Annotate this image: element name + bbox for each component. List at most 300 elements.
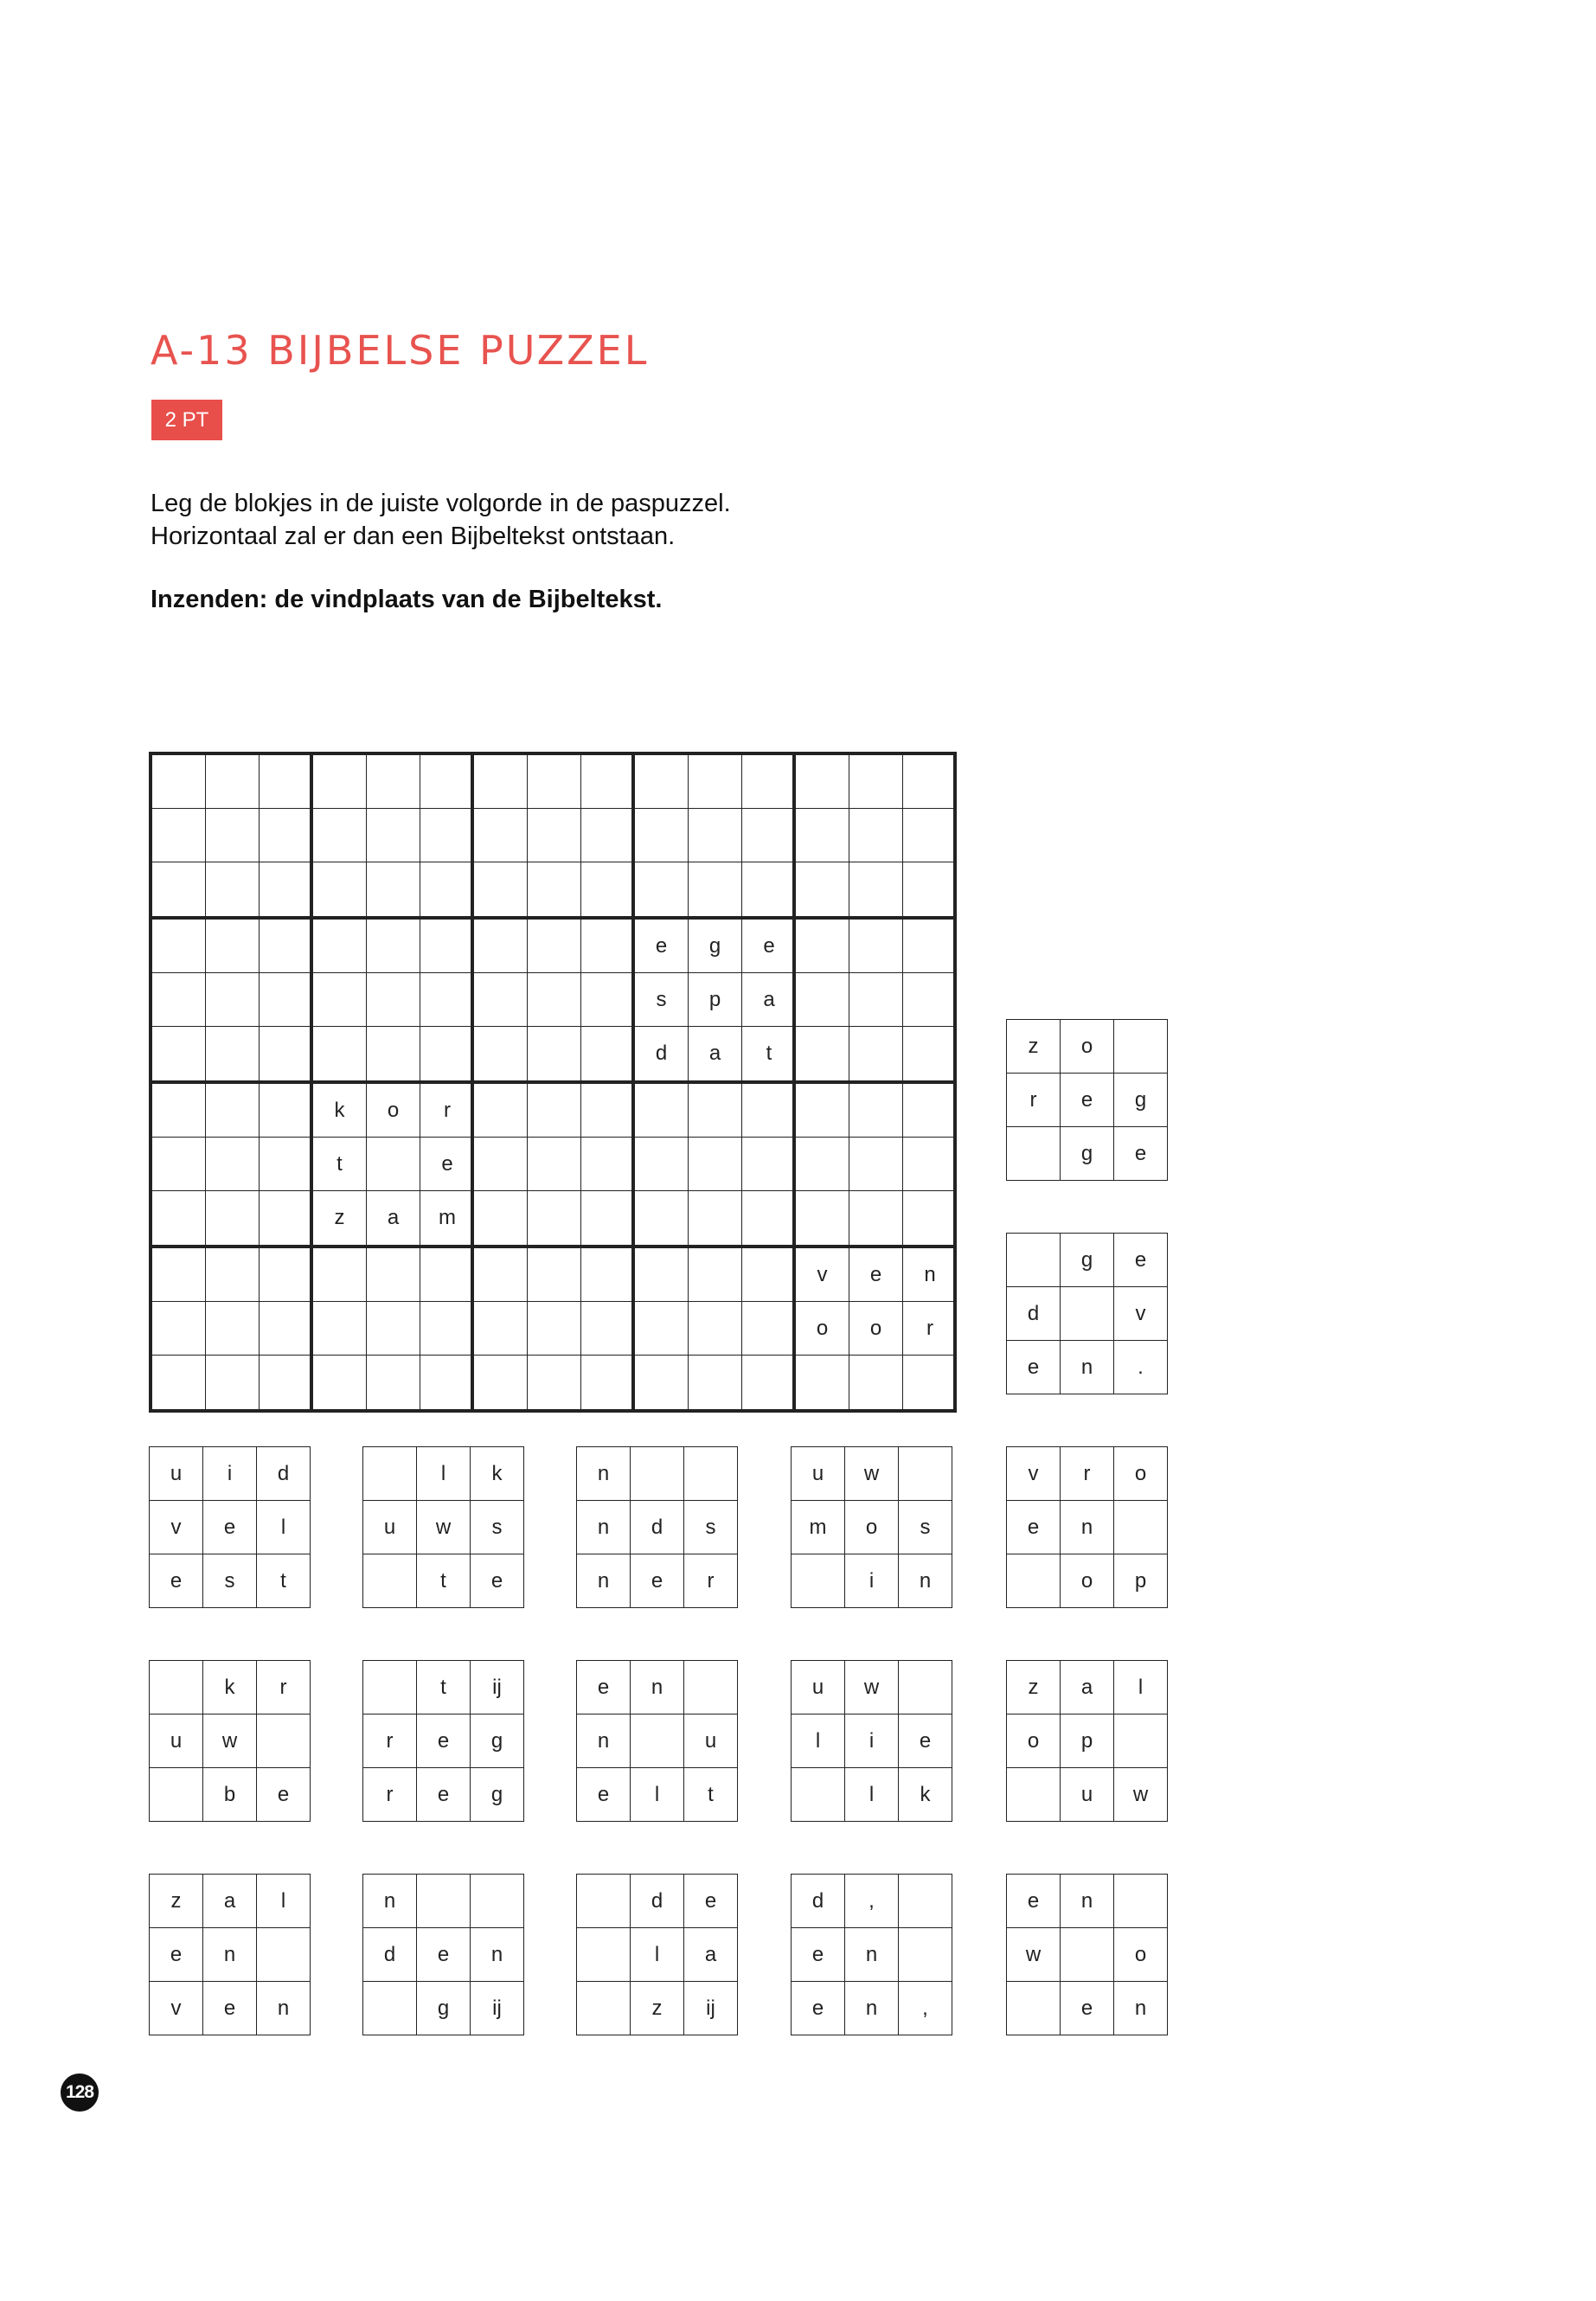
board-cell: t xyxy=(766,1042,772,1065)
piece-cell: l xyxy=(257,1875,311,1928)
board-cell xyxy=(528,1138,581,1191)
piece-cell: r xyxy=(257,1661,311,1715)
board-cell xyxy=(796,755,849,809)
piece-cell xyxy=(631,1715,684,1768)
board-cell xyxy=(420,1302,474,1356)
board-cell: r xyxy=(420,1084,474,1138)
board-cell: v xyxy=(796,1248,849,1302)
piece-cell: ij xyxy=(684,1982,738,2035)
board-block[interactable] xyxy=(796,1248,957,1413)
board-cell xyxy=(206,755,260,809)
board-cell: d xyxy=(635,1027,689,1080)
board-cell xyxy=(742,755,796,809)
board-cell xyxy=(313,1248,367,1302)
board-block[interactable] xyxy=(635,920,796,1084)
board-cell xyxy=(474,1084,528,1138)
puzzle-piece[interactable] xyxy=(149,1446,311,1608)
board-cell xyxy=(528,973,581,1027)
piece-cell: t xyxy=(417,1554,471,1608)
board-block[interactable] xyxy=(152,920,313,1084)
piece-cell: u xyxy=(1061,1768,1114,1822)
board-cell xyxy=(420,809,474,862)
piece-cell: e xyxy=(417,1928,471,1982)
board-cell: p xyxy=(689,973,742,1027)
piece-cell xyxy=(684,1447,738,1501)
board-cell xyxy=(849,973,903,1027)
board-block[interactable] xyxy=(474,1084,635,1248)
piece-cell: z xyxy=(1007,1661,1061,1715)
puzzle-piece[interactable] xyxy=(362,1874,524,2035)
board-cell xyxy=(152,1084,206,1138)
board-cell xyxy=(313,973,367,1027)
board-cell xyxy=(420,920,474,973)
piece-cell: k xyxy=(471,1447,524,1501)
board-cell xyxy=(152,1027,206,1080)
board-cell xyxy=(581,1248,635,1302)
board-cell xyxy=(581,1302,635,1356)
board-cell: e xyxy=(849,1248,903,1302)
piece-cell: s xyxy=(684,1501,738,1554)
puzzle-piece[interactable] xyxy=(362,1660,524,1822)
piece-cell: n xyxy=(899,1554,952,1608)
piece-cell: n xyxy=(1061,1501,1114,1554)
board-cell xyxy=(581,862,635,916)
board-cell xyxy=(742,862,796,916)
piece-cell: u xyxy=(792,1447,845,1501)
board-block[interactable] xyxy=(152,755,313,920)
board-cell xyxy=(581,1084,635,1138)
puzzle-piece[interactable] xyxy=(362,1446,524,1608)
piece-cell: . xyxy=(1114,1341,1168,1394)
board-cell: o xyxy=(367,1084,420,1138)
board-cell xyxy=(742,1084,796,1138)
board-cell xyxy=(903,1356,957,1409)
board-cell xyxy=(313,755,367,809)
board-block[interactable] xyxy=(313,755,474,920)
board-cell xyxy=(152,862,206,916)
board-cell xyxy=(689,1248,742,1302)
piece-cell: v xyxy=(1114,1287,1168,1341)
piece-cell xyxy=(631,1447,684,1501)
submit-instruction: Inzenden: de vindplaats van de Bijbeltekst. xyxy=(151,586,663,613)
board-cell xyxy=(849,1191,903,1245)
piece-cell: s xyxy=(203,1554,257,1608)
puzzle-piece[interactable] xyxy=(1006,1660,1168,1822)
piece-cell: i xyxy=(845,1715,899,1768)
board-cell: a xyxy=(742,973,796,1027)
board-cell xyxy=(152,1248,206,1302)
piece-cell: n xyxy=(1114,1982,1168,2035)
board-cell xyxy=(849,920,903,973)
piece-cell xyxy=(1114,1020,1168,1074)
board-cell xyxy=(689,755,742,809)
piece-cell: w xyxy=(845,1447,899,1501)
board-cell xyxy=(420,973,474,1027)
board-cell xyxy=(903,755,957,809)
board-cell xyxy=(313,920,367,973)
piece-cell: e xyxy=(1114,1127,1168,1181)
board-block[interactable] xyxy=(796,1084,957,1248)
board-cell xyxy=(581,1356,635,1409)
piece-cell xyxy=(899,1928,952,1982)
board-cell xyxy=(260,1302,313,1356)
board-cell xyxy=(367,1248,420,1302)
board-cell xyxy=(206,973,260,1027)
piece-cell: l xyxy=(1114,1661,1168,1715)
board-cell xyxy=(742,1138,796,1191)
piece-cell: n xyxy=(1061,1875,1114,1928)
piece-cell: l xyxy=(257,1501,311,1554)
piece-cell xyxy=(792,1554,845,1608)
piece-cell: e xyxy=(203,1982,257,2035)
board-cell: r xyxy=(903,1302,957,1356)
piece-cell: o xyxy=(1114,1928,1168,1982)
piece-cell: p xyxy=(1061,1715,1114,1768)
board-cell xyxy=(528,809,581,862)
piece-cell: d xyxy=(631,1875,684,1928)
piece-cell: d xyxy=(1007,1287,1061,1341)
board-cell xyxy=(689,862,742,916)
board-cell xyxy=(206,1027,260,1080)
piece-cell: p xyxy=(1114,1554,1168,1608)
board-cell xyxy=(206,1302,260,1356)
piece-cell xyxy=(792,1768,845,1822)
board-cell xyxy=(581,973,635,1027)
piece-cell: u xyxy=(684,1715,738,1768)
puzzle-piece[interactable] xyxy=(1006,1874,1168,2035)
piece-cell xyxy=(471,1875,524,1928)
board-cell: m xyxy=(439,1206,456,1229)
board-cell xyxy=(528,1027,581,1080)
board-block[interactable] xyxy=(152,1248,313,1413)
board-cell xyxy=(796,1356,849,1409)
board-cell xyxy=(260,973,313,1027)
puzzle-piece[interactable] xyxy=(791,1446,952,1608)
board-block[interactable] xyxy=(313,1248,474,1413)
board-cell xyxy=(260,1084,313,1138)
board-cell xyxy=(474,1302,528,1356)
board-cell xyxy=(152,809,206,862)
board-cell xyxy=(849,809,903,862)
board-cell xyxy=(796,1191,849,1245)
piece-cell: e xyxy=(1061,1982,1114,2035)
piece-cell xyxy=(684,1661,738,1715)
puzzle-piece[interactable] xyxy=(791,1660,952,1822)
piece-cell: r xyxy=(1007,1074,1061,1127)
board-block[interactable] xyxy=(474,920,635,1084)
piece-cell: t xyxy=(257,1554,311,1608)
board-cell: a xyxy=(367,1191,420,1245)
board-cell xyxy=(903,1084,957,1138)
board-cell xyxy=(313,1027,367,1080)
board-cell xyxy=(528,755,581,809)
piece-cell: n xyxy=(631,1661,684,1715)
piece-cell: e xyxy=(1007,1341,1061,1394)
board-cell xyxy=(581,1027,635,1080)
piece-cell: d xyxy=(363,1928,417,1982)
instruction-line-1: Leg de blokjes in de juiste volgorde in de paspuzzel. xyxy=(151,490,731,517)
piece-cell: , xyxy=(845,1875,899,1928)
board-cell xyxy=(260,755,313,809)
piece-cell: e xyxy=(203,1501,257,1554)
piece-cell xyxy=(257,1928,311,1982)
puzzle-piece[interactable] xyxy=(149,1660,311,1822)
piece-cell xyxy=(1061,1287,1114,1341)
board-cell xyxy=(206,920,260,973)
piece-cell: t xyxy=(417,1661,471,1715)
piece-cell: u xyxy=(363,1501,417,1554)
points-badge: 2 PT xyxy=(151,400,222,440)
puzzle-piece[interactable] xyxy=(791,1874,952,2035)
board-cell xyxy=(474,920,528,973)
puzzle-piece[interactable] xyxy=(576,1660,738,1822)
piece-cell: n xyxy=(845,1928,899,1982)
piece-cell xyxy=(1007,1768,1061,1822)
instructions-text xyxy=(151,487,1102,553)
board-cell: e xyxy=(420,1138,474,1191)
board-cell xyxy=(742,1302,796,1356)
piece-cell: e xyxy=(1007,1875,1061,1928)
board-cell xyxy=(474,809,528,862)
page-number: 128 xyxy=(61,2073,99,2112)
piece-cell xyxy=(257,1715,311,1768)
piece-cell: a xyxy=(203,1875,257,1928)
piece-cell xyxy=(1007,1982,1061,2035)
board-cell xyxy=(206,809,260,862)
piece-cell: s xyxy=(899,1501,952,1554)
piece-cell: a xyxy=(684,1928,738,1982)
piece-cell: v xyxy=(1007,1447,1061,1501)
board-cell xyxy=(474,1138,528,1191)
board-block[interactable] xyxy=(313,1084,474,1248)
piece-cell: g xyxy=(471,1768,524,1822)
piece-cell: m xyxy=(792,1501,845,1554)
board-cell xyxy=(367,755,420,809)
board-block[interactable] xyxy=(635,1084,796,1248)
piece-cell: n xyxy=(577,1554,631,1608)
board-cell xyxy=(367,973,420,1027)
board-cell: s xyxy=(635,973,689,1027)
piece-cell: o xyxy=(1061,1020,1114,1074)
piece-cell: e xyxy=(417,1715,471,1768)
board-cell xyxy=(206,862,260,916)
board-cell xyxy=(528,1302,581,1356)
board-cell: o xyxy=(849,1302,903,1356)
piece-cell xyxy=(150,1661,203,1715)
piece-cell: n xyxy=(577,1447,631,1501)
piece-cell: r xyxy=(363,1768,417,1822)
board-cell xyxy=(849,1027,903,1080)
piece-cell: e xyxy=(577,1768,631,1822)
puzzle-piece[interactable] xyxy=(1006,1233,1168,1394)
board-block[interactable] xyxy=(796,755,957,920)
board-block[interactable] xyxy=(474,755,635,920)
puzzle-board xyxy=(149,752,957,1413)
piece-cell: n xyxy=(577,1501,631,1554)
piece-cell: r xyxy=(684,1554,738,1608)
board-cell xyxy=(903,862,957,916)
board-cell xyxy=(903,973,957,1027)
board-cell xyxy=(903,920,957,973)
board-cell xyxy=(528,862,581,916)
board-block[interactable] xyxy=(796,920,957,1084)
board-cell xyxy=(420,1027,474,1080)
board-cell xyxy=(903,1191,957,1245)
piece-cell: n xyxy=(363,1875,417,1928)
piece-cell: e xyxy=(792,1982,845,2035)
board-cell xyxy=(152,920,206,973)
board-block[interactable] xyxy=(152,1084,313,1248)
board-cell xyxy=(206,1138,260,1191)
board-cell xyxy=(581,1191,635,1245)
board-cell xyxy=(260,862,313,916)
puzzle-piece[interactable] xyxy=(149,1874,311,2035)
board-cell xyxy=(474,1248,528,1302)
piece-cell: w xyxy=(1007,1928,1061,1982)
piece-cell: k xyxy=(899,1768,952,1822)
board-cell xyxy=(796,973,849,1027)
board-cell xyxy=(796,1138,849,1191)
board-cell xyxy=(474,1027,528,1080)
board-cell xyxy=(581,755,635,809)
board-cell xyxy=(206,1356,260,1409)
board-cell xyxy=(689,1138,742,1191)
board-cell xyxy=(689,1191,742,1245)
board-cell xyxy=(742,1356,796,1409)
piece-cell xyxy=(577,1875,631,1928)
board-cell: k xyxy=(313,1084,367,1138)
piece-cell: t xyxy=(684,1768,738,1822)
board-cell xyxy=(903,809,957,862)
board-cell xyxy=(689,1084,742,1138)
piece-cell: l xyxy=(845,1768,899,1822)
board-cell xyxy=(313,1302,367,1356)
piece-cell xyxy=(1114,1501,1168,1554)
board-block[interactable] xyxy=(635,1248,796,1413)
board-cell xyxy=(528,1248,581,1302)
board-cell xyxy=(849,1356,903,1409)
board-cell xyxy=(474,1191,528,1245)
board-cell xyxy=(474,862,528,916)
board-cell xyxy=(367,1027,420,1080)
board-cell xyxy=(581,1138,635,1191)
piece-cell: z xyxy=(150,1875,203,1928)
board-cell xyxy=(796,809,849,862)
board-cell xyxy=(367,920,420,973)
board-cell xyxy=(635,1191,689,1245)
puzzle-title: A-13 BIJBELSE PUZZEL xyxy=(151,327,650,374)
piece-cell: n xyxy=(471,1928,524,1982)
board-cell xyxy=(796,862,849,916)
piece-cell: g xyxy=(1114,1074,1168,1127)
board-block[interactable] xyxy=(313,920,474,1084)
board-cell: e xyxy=(635,920,689,973)
piece-cell xyxy=(417,1875,471,1928)
board-cell xyxy=(635,1248,689,1302)
board-cell: z xyxy=(313,1191,367,1245)
board-cell xyxy=(420,862,474,916)
piece-cell: z xyxy=(1007,1020,1061,1074)
piece-cell xyxy=(1114,1715,1168,1768)
board-cell xyxy=(260,1191,313,1245)
piece-cell: e xyxy=(577,1661,631,1715)
piece-cell xyxy=(1061,1928,1114,1982)
piece-cell xyxy=(577,1928,631,1982)
puzzle-piece[interactable] xyxy=(576,1874,738,2035)
board-cell xyxy=(367,862,420,916)
board-cell xyxy=(903,1027,957,1080)
piece-cell: e xyxy=(1007,1501,1061,1554)
piece-cell: w xyxy=(417,1501,471,1554)
board-cell xyxy=(689,1302,742,1356)
piece-cell: e xyxy=(1114,1234,1168,1287)
piece-cell xyxy=(363,1982,417,2035)
board-cell xyxy=(581,920,635,973)
board-cell xyxy=(796,1027,849,1080)
board-cell xyxy=(206,1248,260,1302)
piece-cell: u xyxy=(792,1661,845,1715)
piece-cell xyxy=(1007,1234,1061,1287)
board-cell xyxy=(152,1302,206,1356)
piece-cell: n xyxy=(845,1982,899,2035)
piece-cell: r xyxy=(363,1715,417,1768)
piece-cell: w xyxy=(203,1715,257,1768)
board-cell xyxy=(152,973,206,1027)
board-cell xyxy=(313,809,367,862)
piece-cell: s xyxy=(471,1501,524,1554)
board-cell: o xyxy=(796,1302,849,1356)
piece-cell: e xyxy=(150,1554,203,1608)
piece-cell: d xyxy=(257,1447,311,1501)
board-cell xyxy=(635,1084,689,1138)
board-cell xyxy=(260,1356,313,1409)
piece-cell: e xyxy=(1061,1074,1114,1127)
puzzle-piece[interactable] xyxy=(1006,1019,1168,1181)
board-cell xyxy=(528,1084,581,1138)
piece-cell: g xyxy=(417,1982,471,2035)
piece-cell: ij xyxy=(471,1661,524,1715)
board-cell xyxy=(367,1302,420,1356)
piece-cell: a xyxy=(1061,1661,1114,1715)
board-cell: e xyxy=(742,920,796,973)
board-cell xyxy=(367,1138,420,1191)
piece-cell: ij xyxy=(471,1982,524,2035)
board-cell xyxy=(367,1356,420,1409)
piece-cell xyxy=(363,1554,417,1608)
puzzle-piece[interactable] xyxy=(576,1446,738,1608)
piece-cell xyxy=(1007,1554,1061,1608)
piece-cell: n xyxy=(203,1928,257,1982)
board-cell xyxy=(474,1356,528,1409)
board-cell xyxy=(206,1084,260,1138)
piece-cell: w xyxy=(1114,1768,1168,1822)
board-cell xyxy=(849,1138,903,1191)
board-cell xyxy=(635,1356,689,1409)
board-cell xyxy=(849,862,903,916)
board-cell xyxy=(635,1138,689,1191)
board-cell xyxy=(796,1084,849,1138)
piece-cell: e xyxy=(631,1554,684,1608)
board-block[interactable] xyxy=(635,755,796,920)
piece-cell: o xyxy=(845,1501,899,1554)
board-cell: n xyxy=(903,1248,957,1302)
board-cell xyxy=(313,1356,367,1409)
puzzle-piece[interactable] xyxy=(1006,1446,1168,1608)
board-cell xyxy=(474,755,528,809)
board-block[interactable] xyxy=(474,1248,635,1413)
piece-cell: n xyxy=(577,1715,631,1768)
board-cell xyxy=(528,1191,581,1245)
